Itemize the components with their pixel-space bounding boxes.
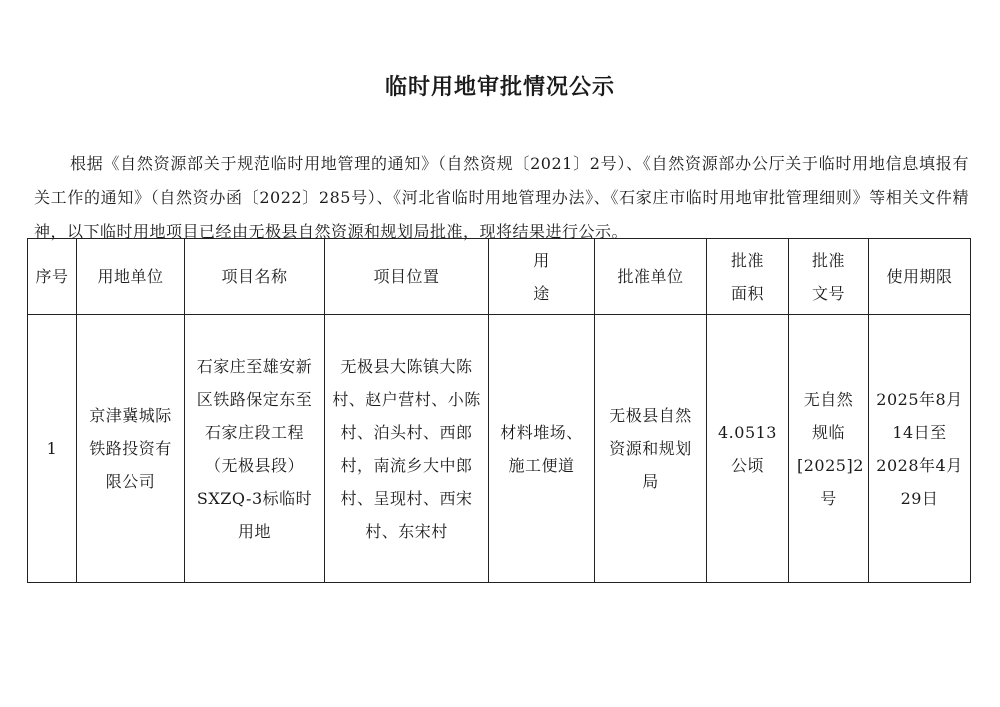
cell-location: 无极县大陈镇大陈村、赵户营村、小陈村、泊头村、西郎村，南流乡大中郎村、呈现村、西宋村、东宋村: [325, 315, 489, 583]
header-project: 项目名称: [185, 239, 325, 315]
cell-seq: 1: [28, 315, 77, 583]
cell-period: 2025年8月14日至2028年4月29日: [869, 315, 971, 583]
cell-usage: 材料堆场、施工便道: [489, 315, 595, 583]
cell-unit: 京津冀城际铁路投资有限公司: [77, 315, 185, 583]
table-row: [28, 315, 971, 583]
table-header-row: [28, 239, 971, 315]
header-usage: 用途: [489, 239, 595, 315]
intro-paragraph: 根据《自然资源部关于规范临时用地管理的通知》（自然资规〔2021〕2号）、《自然资源部办公厅关于临时用地信息填报有关工作的通知》（自然资办函〔2022〕285号）、《河北省临时用地管理办法》、《石家庄市临时用地审批管理细则》等相关文件精神，以下临时用地项目已经由无极县自然资源和规划局批准，现将结果进行公示。: [34, 154, 969, 241]
approval-table: [27, 238, 971, 583]
header-unit: 用地单位: [77, 239, 185, 315]
header-period: 使用期限: [869, 239, 971, 315]
cell-approver: 无极县自然资源和规划局: [595, 315, 707, 583]
page-title: 临时用地审批情况公示: [384, 75, 615, 100]
header-location: 项目位置: [325, 239, 489, 315]
cell-doc-no: 无自然规临[2025]2号: [789, 315, 869, 583]
cell-area: 4.0513公顷: [707, 315, 789, 583]
header-area: 批准面积: [707, 239, 789, 315]
header-seq: 序号: [28, 239, 77, 315]
header-doc-no: 批准文号: [789, 239, 869, 315]
cell-project: 石家庄至雄安新区铁路保定东至石家庄段工程（无极县段）SXZQ-3标临时用地: [185, 315, 325, 583]
header-approver: 批准单位: [595, 239, 707, 315]
